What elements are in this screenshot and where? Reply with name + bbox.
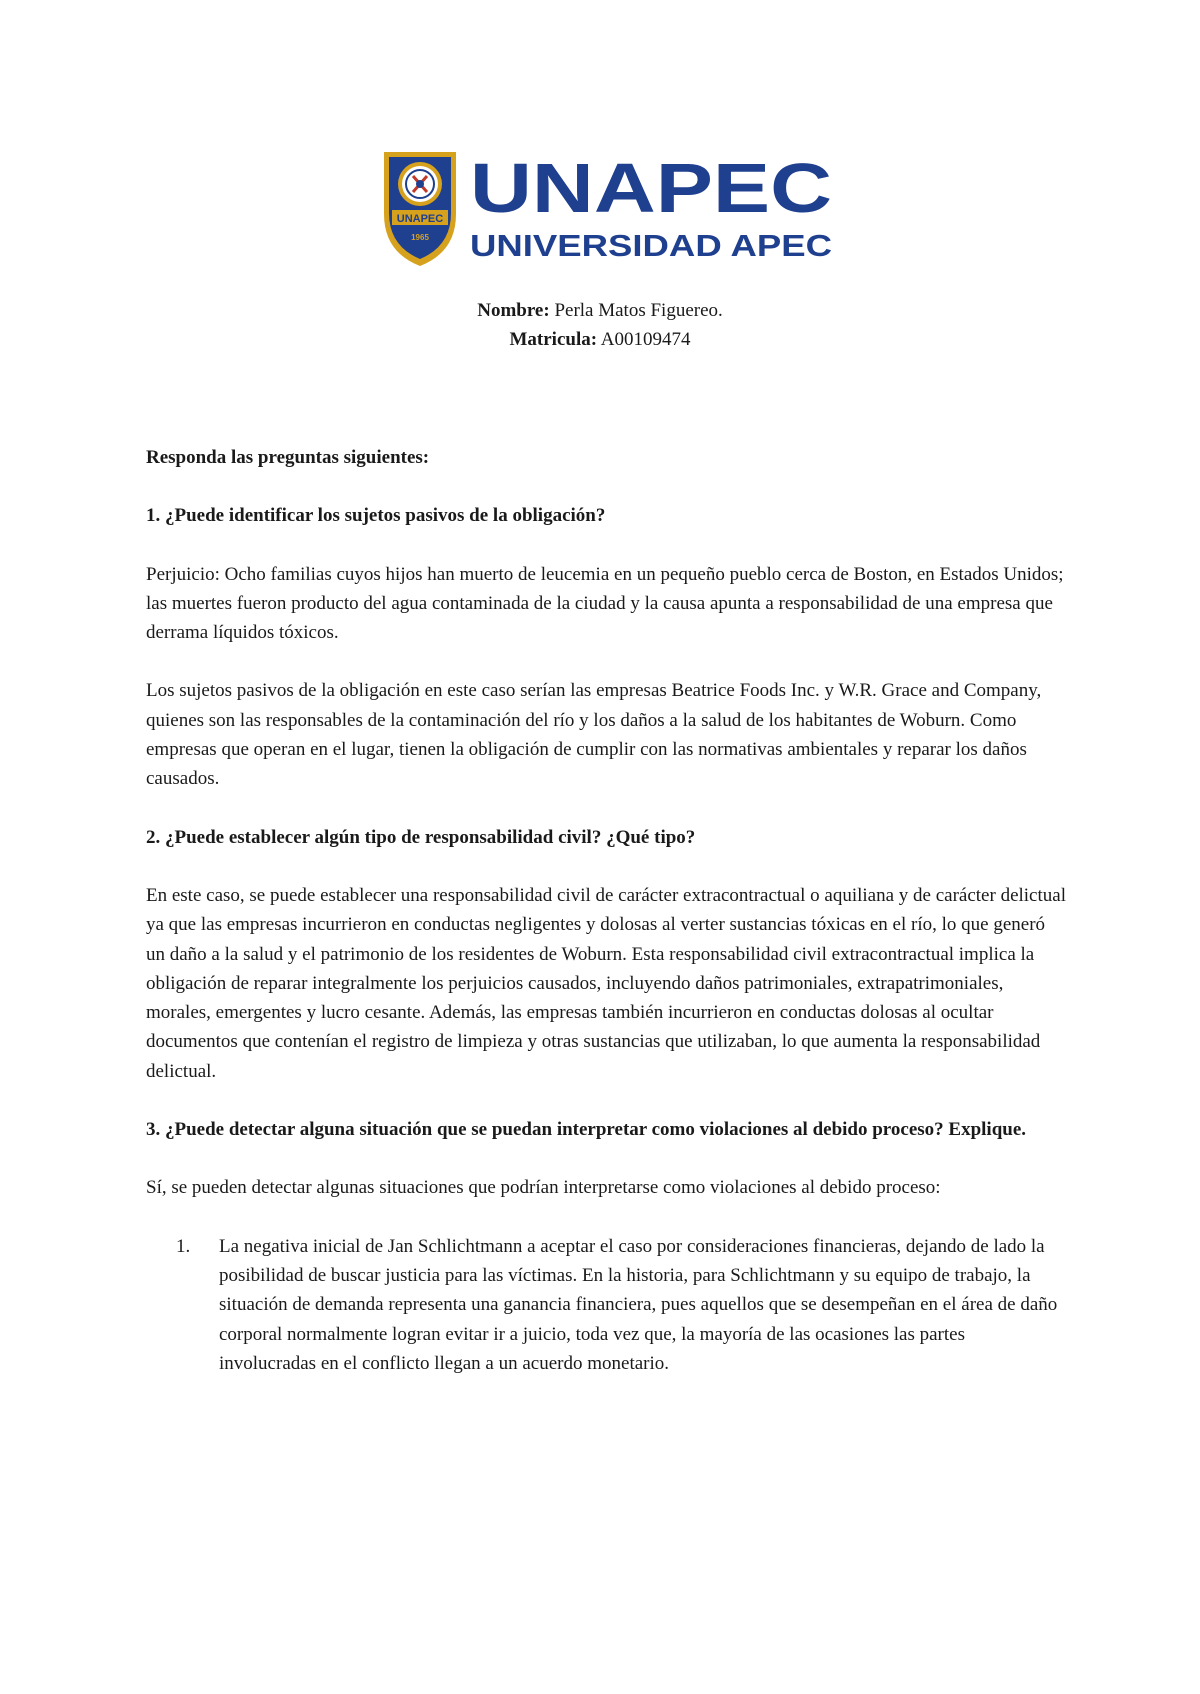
id-label: Matricula: [509, 329, 598, 350]
q3-paragraph-1: Sí, se pueden detectar algunas situaciones que podrían interpretarse como violaciones al debido proceso: [146, 1177, 941, 1199]
svg-text:1965: 1965 [411, 233, 429, 242]
question-2: 2. ¿Puede establecer algún tipo de responsabilidad civil? ¿Qué tipo? [146, 826, 696, 848]
svg-text:UNAPEC: UNAPEC [396, 213, 444, 225]
q1-paragraph-2: Los sujetos pasivos de la obligación en este caso serían las empresas Beatrice Foods Inc. y W.R. Grace and Company, quienes son las responsables de la contaminación del río y los daños a la salud de los habitantes de Woburn. Como empresas que operan en el lugar, tienen la obligación de cumplir con las normativas ambientales y reparar los daños causados. [146, 680, 1042, 790]
list-item-text: La negativa inicial de Jan Schlichtmann a aceptar el caso por consideraciones financieras, dejando de lado la posibilidad de buscar justicia para las víctimas. En la historia, para Schlichtmann y su equipo de trabajo, la situación de demanda representa una ganancia financiera, pues aquellos que se desempeñan en el área de daño corporal normalmente logran evitar ir a juicio, toda vez que, la mayoría de las ocasiones las partes involucradas en el conflicto llegan a un acuerdo monetario. [219, 1235, 1058, 1374]
unapec-logo [380, 144, 840, 269]
q3-list [146, 1232, 1066, 1378]
id-value: A00109474 [597, 329, 691, 350]
question-3: 3. ¿Puede detectar alguna situación que se puedan interpretar como violaciones al debido proceso? Explique. [146, 1119, 1027, 1141]
seal-icon [384, 152, 456, 266]
name-value: Perla Matos Figuereo. [549, 300, 723, 321]
student-id-line [0, 325, 1200, 354]
wordmark: UNAPEC [470, 149, 832, 227]
question-1: 1. ¿Puede identificar los sujetos pasivos de la obligación? [146, 505, 606, 527]
wordmark-subtitle: UNIVERSIDAD APEC [470, 228, 832, 263]
list-item-number: 1. [176, 1235, 191, 1257]
document-body [146, 443, 1066, 1378]
q2-paragraph-1: En este caso, se puede establecer una responsabilidad civil de carácter extracontractual o aquiliana y de carácter delictual ya que las empresas incurrieron en conductas negligentes y dolosas al verter sustancias tóxicas en el río, lo que generó un daño a la salud y el patrimonio de los residentes de Woburn. Esta responsabilidad civil extracontractual implica la obligación de reparar integralmente los perjuicios causados, incluyendo daños patrimoniales, extrapatrimoniales, morales, emergentes y lucro cesante. Además, las empresas también incurrieron en conductas dolosas al ocultar documentos que contenían el registro de limpieza y otras sustancias que utilizaban, lo que aumenta la responsabilidad delictual. [146, 884, 1066, 1082]
name-label: Nombre: [477, 300, 550, 321]
list-item [146, 1232, 1066, 1378]
unapec-logo-graphic [380, 144, 840, 269]
student-name-line [0, 296, 1200, 325]
intro-heading: Responda las preguntas siguientes: [146, 447, 430, 468]
q1-paragraph-1: Perjuicio: Ocho familias cuyos hijos han muerto de leucemia en un pequeño pueblo cerca de Boston, en Estados Unidos; las muertes fueron producto del agua contaminada de la ciudad y la causa apunta a responsabilidad de una empresa que derrama líquidos tóxicos. [146, 563, 1064, 644]
